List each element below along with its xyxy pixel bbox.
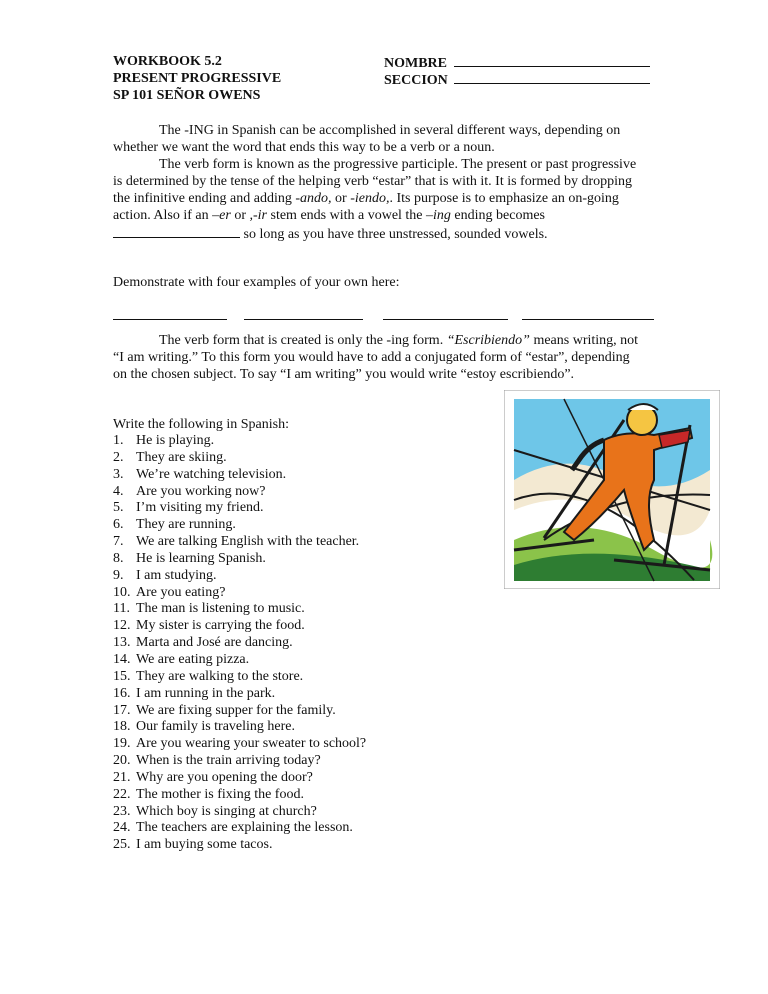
item-number: 24. [113, 820, 131, 836]
item-number: 13. [113, 635, 131, 651]
p2-or-1: or [331, 191, 351, 206]
item-number: 17. [113, 702, 131, 718]
item-number: 1. [113, 433, 124, 448]
exercise-item [113, 753, 366, 770]
p2-text-e: so long as you have three unstressed, sounded vowels. [240, 227, 548, 242]
name-blank[interactable] [454, 53, 650, 67]
section-blank[interactable] [454, 70, 650, 84]
item-number: 8. [113, 550, 124, 566]
course-label: SP 101 SEÑOR OWENS [113, 88, 261, 103]
topic-title: PRESENT PROGRESSIVE [113, 71, 282, 86]
exercise-items [113, 433, 366, 854]
p2-ing: –ing [426, 208, 451, 223]
example-blank-3[interactable] [383, 305, 508, 320]
item-number: 12. [113, 618, 131, 634]
exercise-item [113, 686, 366, 703]
item-text: My sister is carrying the food. [136, 618, 305, 634]
item-text: The teachers are explaining the lesson. [136, 820, 353, 836]
section-field [384, 70, 650, 89]
intro [113, 122, 641, 243]
exercise-item [113, 433, 366, 450]
exercise-item [113, 837, 366, 854]
intro-paragraph-1: The -ING in Spanish can be accomplished in several different ways, depending on whether we want the word that ends this way to be a verb or a noun. [113, 123, 621, 155]
workbook-label: WORKBOOK 5.2 [113, 54, 222, 69]
p2-text-b: . Its purpose is to emphasize an on-going action. Also if an [113, 191, 619, 223]
exercise-item [113, 618, 366, 635]
exercise-item [113, 719, 366, 736]
cross-country-skier-icon [504, 390, 720, 589]
item-text: Are you eating? [136, 584, 226, 600]
exercise-item [113, 820, 366, 837]
p3-text-b: means writing, not “I am writing.” To this form you would have to add a conjugated form of “estar”, depending on the chosen subject. To say “I am writing” you would write “estoy escribiendo”. [113, 333, 639, 382]
exercise-item [113, 551, 366, 568]
item-text: They are running. [136, 517, 236, 533]
exercise-item [113, 652, 366, 669]
item-text: I am buying some tacos. [136, 837, 273, 853]
item-text: Are you wearing your sweater to school? [136, 736, 367, 752]
p2-er: –er [212, 208, 231, 223]
item-text: We are eating pizza. [136, 651, 250, 667]
name-label: NOMBRE [384, 56, 447, 71]
exercise-title: Write the following in Spanish: [113, 417, 289, 432]
exercise-item [113, 601, 366, 618]
item-number: 3. [113, 466, 124, 482]
item-text: He is playing. [136, 433, 215, 448]
item-number: 19. [113, 736, 131, 752]
exercise-item [113, 787, 366, 804]
item-text: Why are you opening the door? [136, 769, 313, 785]
p3-escribiendo: “Escribiendo” [446, 333, 530, 348]
p2-text-c: stem ends with a vowel the [267, 208, 427, 223]
p2-or-2: or [230, 208, 250, 223]
exercise-item [113, 484, 366, 501]
item-number: 9. [113, 567, 124, 583]
exercise-item [113, 500, 366, 517]
item-text: We’re watching television. [136, 466, 287, 482]
p2-iendo: -iendo, [350, 191, 390, 206]
skier-illustration [504, 390, 720, 589]
exercise-item [113, 517, 366, 534]
item-number: 22. [113, 786, 131, 802]
p2-ando: -ando, [295, 191, 332, 206]
exercise-item [113, 534, 366, 551]
item-text: They are walking to the store. [136, 668, 304, 684]
item-text: We are talking English with the teacher. [136, 534, 360, 550]
item-number: 20. [113, 753, 131, 769]
section-label: SECCION [384, 73, 448, 88]
item-number: 4. [113, 483, 124, 499]
item-number: 14. [113, 651, 131, 667]
item-number: 5. [113, 500, 124, 516]
item-text: He is learning Spanish. [136, 550, 266, 566]
exercise-item [113, 568, 366, 585]
p3-text-a: The verb form that is created is only the -ing form. [159, 333, 447, 348]
exercise-item [113, 736, 366, 753]
p2-ir: ,-ir [249, 208, 267, 223]
item-number: 18. [113, 719, 131, 735]
p2-text-a: The verb form is known as the progressive participle. The present or past progressive is determined by the tense of the helping verb “estar” that is with it. It is formed by dropping the infinitive ending and adding [113, 157, 637, 206]
paragraph-3-text [113, 332, 641, 383]
item-number: 2. [113, 449, 124, 465]
example-blank-4[interactable] [522, 305, 654, 320]
exercise-item [113, 770, 366, 787]
item-number: 25. [113, 837, 131, 853]
exercise-item [113, 804, 366, 821]
item-text: I am studying. [136, 567, 217, 583]
paragraph-3 [113, 332, 641, 383]
item-text: I’m visiting my friend. [136, 500, 264, 516]
item-text: I am running in the park. [136, 685, 276, 701]
ending-blank[interactable] [113, 224, 240, 238]
example-blank-2[interactable] [244, 305, 363, 320]
item-text: We are fixing supper for the family. [136, 702, 336, 718]
intro-paragraph-2 [113, 156, 641, 243]
item-text: Marta and José are dancing. [136, 635, 293, 651]
item-number: 10. [113, 584, 131, 600]
item-number: 21. [113, 769, 131, 785]
item-number: 16. [113, 685, 131, 701]
exercise-item [113, 450, 366, 467]
item-number: 23. [113, 803, 131, 819]
exercise-item [113, 703, 366, 720]
exercise-item [113, 669, 366, 686]
item-text: When is the train arriving today? [136, 753, 321, 769]
item-text: Our family is traveling here. [136, 719, 296, 735]
item-number: 11. [113, 601, 130, 617]
item-number: 15. [113, 668, 131, 684]
item-text: Which boy is singing at church? [136, 803, 317, 819]
exercise-list [113, 433, 366, 854]
item-number: 7. [113, 534, 124, 550]
exercise-item [113, 635, 366, 652]
item-text: The mother is fixing the food. [136, 786, 304, 802]
item-text: Are you working now? [136, 483, 266, 499]
item-text: The man is listening to music. [136, 601, 305, 617]
exercise-item [113, 467, 366, 484]
example-blank-1[interactable] [113, 305, 227, 320]
item-number: 6. [113, 517, 124, 533]
p2-text-d: ending becomes [450, 208, 546, 223]
item-text: They are skiing. [136, 449, 227, 465]
demonstrate-prompt: Demonstrate with four examples of your own here: [113, 275, 400, 290]
exercise-item [113, 585, 366, 602]
